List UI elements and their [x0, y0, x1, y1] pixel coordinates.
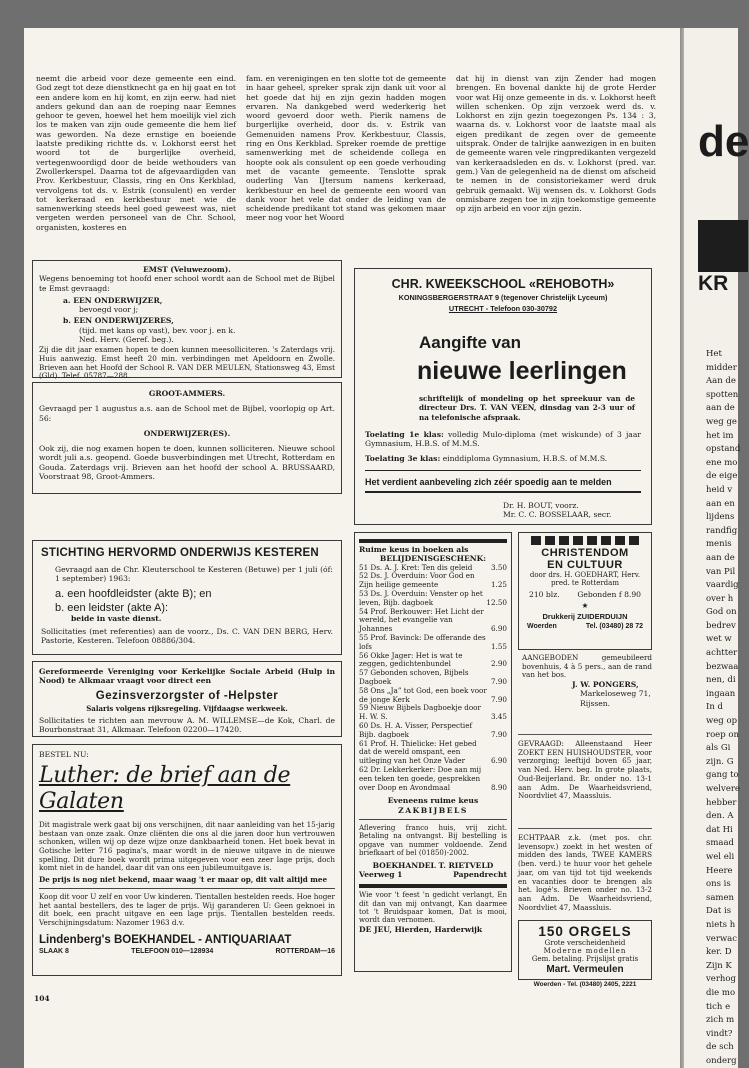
printer-name: Drukkerij ZUIDERDUIJN: [542, 612, 628, 622]
facing-text-line: ene mo: [706, 457, 738, 468]
facing-text-line: bedrev: [706, 620, 736, 631]
book-item-price: 6.90: [490, 624, 507, 634]
divider: [39, 888, 335, 889]
book-item-title: 55 Prof. Bavinck: De offerande des lofs: [359, 632, 486, 651]
ad-luther: [32, 744, 342, 976]
order-terms: Aflevering franco huis, vrij zicht. Betaling na ontvangst. Bij bestelling is opgave van nummer voldoende. Zend briefkaart of bel (01850)-2002.: [359, 823, 507, 858]
poem-address: DE JEU, Hierden, Harderwijk: [359, 924, 483, 934]
ad-intro: Wegens benoeming tot hoofd ener school wordt aan de School met de Bijbel te Emst gevraagd:: [39, 274, 335, 293]
divider: [359, 884, 507, 888]
facing-text-line: Het: [706, 349, 722, 359]
ad-heading: EMST (Veluwezoom).: [143, 265, 231, 274]
facing-dark-block: [698, 220, 748, 272]
ad-book-list: [354, 532, 512, 972]
facing-text-line: achtter: [706, 648, 738, 659]
ad-groot-ammers: [32, 382, 342, 494]
book-item: [359, 740, 507, 766]
list-footer: ZAKBIJBELS: [398, 805, 468, 815]
admission-text: einddiploma Gymnasium, H.B.S. of M.M.S.: [442, 454, 608, 464]
school-city: UTRECHT - Telefoon 030-30792: [448, 304, 558, 313]
ad-title: Gezinsverzorgster of -Helpster: [95, 689, 279, 702]
signatory: Dr. H. BOUT, voorz.: [503, 500, 579, 510]
book-item: [359, 669, 507, 687]
book-item-price: 8.90: [490, 782, 507, 792]
book-item-price: 3.45: [490, 712, 507, 722]
book-item-price: 7.90: [490, 676, 507, 686]
facing-text-line: dat Hi: [706, 824, 733, 835]
facing-text-line: smaad: [706, 838, 734, 849]
facing-text-line: van Pil: [706, 566, 736, 577]
shop-street: Veerweg 1: [359, 869, 403, 879]
facing-text-line: vindt?: [706, 1028, 733, 1039]
ad-body: AANGEBODEN gemeubileerd bovenhuis, 4 à 5 pers., aan de rand van het bos.: [522, 653, 652, 680]
shop-name: Mart. Vermeulen: [546, 964, 624, 975]
facing-text: [706, 348, 740, 1068]
book-item-title: 59 Nieuw Bijbels Dagboekje door H. W. S.: [359, 703, 481, 722]
ad-alkmaar: [32, 661, 342, 737]
book-item: [359, 572, 507, 590]
ad-item: a. EEN ONDERWIJZER,: [63, 295, 163, 305]
shop-prefix: Lindenberg's: [39, 933, 111, 946]
ad-contact: Markeloseweg 71,: [580, 689, 651, 699]
facing-text-line: aan de: [706, 403, 735, 414]
facing-text-line: niets h: [706, 919, 736, 930]
book-author: door drs. H. GOEDHART, Herv. pred. te Rotterdam: [529, 571, 641, 588]
shop-type: BOEKHANDEL - ANTIQUARIAAT: [113, 933, 292, 946]
book-item-price: 2.90: [490, 659, 507, 669]
divider: [359, 819, 507, 820]
school-street: KONINGSBERGERSTRAAT 9 (tegenover Christelijk Lyceum): [398, 293, 608, 302]
facing-page: [684, 28, 749, 1068]
facing-text-line: de eige: [706, 471, 738, 482]
admission-label: Toelating 1e klas:: [365, 429, 444, 439]
ad-contact: J. W. PONGERS,: [572, 680, 639, 690]
ad-echtpaar: [518, 828, 652, 912]
article-column-2: [246, 74, 446, 223]
facing-text-line: tich e: [706, 1001, 731, 1012]
book-details: [523, 590, 647, 599]
decorative-blocks: [523, 536, 647, 545]
signatory: Mr. C. C. BOSSELAAR, secr.: [503, 510, 612, 520]
facing-text-line: zijn. G: [706, 756, 734, 767]
facing-text-line: roep on: [706, 729, 739, 740]
ad-title-main: nieuwe leerlingen: [417, 357, 627, 385]
facing-text-line: het im: [706, 430, 734, 441]
ad-advice: Het verdient aanbeveling zich zéér spoedig aan te melden: [365, 477, 612, 488]
divider: [365, 491, 641, 493]
divider: [365, 470, 641, 472]
ad-item-detail: bevoegd voor j;: [79, 305, 139, 315]
poem-ad: Wie voor 't feest 'n gedicht verlangt, En dit dan van mij ontvangt, Kan daarmee tot 't Bruidspaar komen, Dat is mooi, wordt dan vernomen.: [359, 891, 507, 925]
ad-heading: STICHTING HERVORMD ONDERWIJS KESTEREN: [41, 547, 319, 559]
ad-title: 150 ORGELS: [538, 924, 632, 939]
facing-text-line: die mo: [706, 987, 736, 998]
ad-kweekschool: [354, 268, 652, 525]
facing-text-line: ingaan: [706, 688, 736, 699]
ad-position: a. een hoofdleidster (akte B); en: [55, 587, 212, 600]
shop-name: BOEKHANDEL T. RIETVELD: [372, 860, 494, 870]
ad-body: Sollicitaties (met referenties) aan de voorz., Ds. C. VAN DEN BERG, Herv. Pastorie, Kesteren. Telefoon 08886/304.: [41, 626, 333, 646]
book-item-price: 7.90: [490, 694, 507, 704]
facing-text-line: wel eli: [706, 851, 735, 862]
shop-address: Woerden - Tel. (03480) 2405, 2221: [533, 981, 637, 988]
facing-headline: de: [698, 117, 749, 166]
facing-text-line: aan en: [706, 498, 735, 509]
ad-salary: Salaris volgens rijksregeling. Vijfdaagse werkweek.: [86, 703, 288, 713]
facing-text-line: bezwaa: [706, 661, 739, 672]
article-text: dat hij in dienst van zijn Zender had mogen brengen. En bovenal dankte hij de grote Herder voor wat Hij onze gemeente in ds. v. Lokhorst heeft willen schenken. Op zijn verzoek werd ds. v. Lokhorst en zijn gezin toegezongen Ps. 134 : 3, waarna ds. v. Lokhorst voor de laatste maal als eigen predikant de zegen over de gemeente uitsprak. Onder de talrijke aanwezigen in en buiten de gemeente waren vele ringpredikanten vergezeld van kerkeraadsleden en ds. v. Lokhorst (pred. var. gem.) Van de gelegenheid na de dienst om afscheid te nemen in de consistoriekamer werd druk gebruik gemaakt. Wij wensen ds. v. Lokhorst Gods onmisbare zegen toe in zijn toekomstige gemeente op zijn arbeid en voor zijn gezin.: [456, 74, 656, 214]
book-pages: 210 blz.: [529, 589, 560, 599]
facing-text-line: randfig: [706, 525, 738, 536]
ad-intro: Gevraagd aan de Chr. Kleuterschool te Kesteren (Betuwe) per 1 juli (óf: 1 september) 1963:: [55, 565, 333, 584]
ad-item: b. EEN ONDERWIJZERES,: [63, 316, 174, 326]
facing-text-line: God on: [706, 607, 737, 618]
book-item-title: 60 Ds. H. A. Visser, Perspectief Bijb. dagboek: [359, 720, 473, 739]
ad-line: Grote verscheidenheid: [544, 939, 626, 947]
book-item: [359, 704, 507, 722]
shop-name: [39, 934, 335, 946]
book-item-title: 51 Ds. A. J. Kret: Ten dis geleid: [359, 562, 473, 572]
ad-kesteren: [32, 540, 342, 655]
facing-text-line: den. A: [706, 811, 734, 822]
facing-text-line: over h: [706, 593, 734, 604]
facing-text-line: hebber: [706, 797, 737, 808]
facing-text-line: opstand: [706, 444, 741, 455]
shop-contact: [39, 948, 335, 955]
ad-intro: Gereformeerde Vereniging voor Kerkelijke Sociale Arbeid (Hulp in Nood) te Alkmaar vraagt voor direct een: [39, 667, 335, 686]
ad-instruction: schriftelijk of mondeling op het spreekuur van de directeur Drs. T. VAN VEEN, dinsdag van 2-3 uur of na telefonische afspraak.: [419, 394, 635, 422]
ad-gevraagd: [518, 734, 652, 801]
book-item-title: 54 Prof. Berkouwer: Het Licht der wereld, het evangelie van Johannes: [359, 606, 484, 634]
book-price: Gebonden f 8.90: [577, 589, 641, 599]
ad-body: Ook zij, die nog examen hopen te doen, kunnen solliciteren. Nieuwe school wordt juli a.s. geopend. Goede busverbindingen met Utrecht, Rotterdam en Gouda. Zaterdags vrij. Brieven aan het hoofd der school A. BRUSSAARD, Voorstraat 98, Groot-Ammers.: [39, 444, 335, 482]
facing-text-line: zich m: [706, 1015, 735, 1026]
printer-place: Woerden: [527, 623, 557, 631]
facing-text-line: lijdens: [706, 512, 735, 523]
page-number: 104: [34, 994, 50, 1003]
ad-title: Aangifte van: [419, 333, 522, 352]
facing-text-line: als Gi: [706, 743, 731, 754]
admission-row: [365, 454, 641, 463]
book-items: [359, 564, 507, 793]
book-item-title: 57 Gebonden schoven, Bijbels Dagboek: [359, 668, 469, 686]
ad-item-detail: Ned. Herv. (Geref. beg.).: [79, 335, 174, 345]
shop-address: SLAAK 8: [39, 947, 69, 955]
ad-body: Dit magistrale werk gaat bij ons verschijnen, dit naar aanleiding van het 15-jarig bestaan van onze zaak. Onze cliënten die ons al die jaren door hun vertrouwen schonken, willen wij op deze wijze onze dankbaarheid tonen. Het boek bevat in Gotische letter 716 pagina's, maar wordt in de nieuwe uitgave in de nieuwe spelling. Dit dure boek wordt prima uitgegeven voor een zeer lage prijs, doch komt niet in de handel, daar dit van ons een jubileumuitgave is.: [39, 820, 335, 873]
book-item-price: 12.50: [486, 597, 507, 607]
shop-address: [359, 870, 507, 879]
facing-text-line: ons is: [706, 879, 731, 890]
book-item-price: 1.55: [490, 641, 507, 651]
book-item-title: 53 Ds. J. Overduin: Venster op het leven, Bijb. dagboek: [359, 588, 483, 607]
facing-text-line: menis: [706, 539, 732, 550]
ad-christendom: [518, 532, 652, 650]
book-item: [359, 766, 507, 792]
ad-body: GEVRAAGD: Alleenstaand Heer ZOEKT EEN HUISHOUDSTER, voor verzorging; leeftijd boven 65 jaar, van Ned. Herv. beg. In grote plaats, Oud-Beijerland. Br. onder no. 13-1 aan Adm. De Waarheidsvriend, Noordvliet 47, Maassluis.: [518, 739, 652, 801]
ad-heading: GROOT-AMMERS.: [148, 389, 226, 398]
book-item-price: 1.25: [490, 580, 507, 590]
facing-text-line: wet w: [706, 634, 732, 645]
facing-text-line: nen, di: [706, 675, 736, 686]
ad-orgels: [518, 920, 652, 980]
list-header: Ruime keus in boeken als: [359, 545, 469, 554]
facing-text-line: In d: [706, 702, 723, 713]
ad-body: ECHTPAAR z.k. (met pos. chr. levensopv.) zoekt in het westen of midden des lands, TWEE KAMERS (ben. verd.) te huur voor het gehele jaar, om van tijd tot tijd weekends en vacanties door te brengen als het. logé's. Brieven onder no. 13-2 aan Adm. De Waarheidsvriend, Noordvliet 47, Maassluis.: [518, 833, 652, 912]
facing-text-line: Aan de: [706, 376, 736, 387]
ad-highlight: De prijs is nog niet bekend, maar waag 't er maar op, dit valt altijd mee: [39, 874, 328, 884]
facing-text-line: gang to: [706, 770, 739, 781]
shop-city: ROTTERDAM—16: [275, 947, 335, 955]
article-text: neemt die arbeid voor deze gemeente een eind. God zegt tot deze dienstknecht ga en hij gaat en tot een andere kom en hij komt, en zijn eerw. had niet anders gekund dan aan de roeping naar Eemnes gehoor te geven, hoewel het hem moeilijk viel zich los te maken van zijn oude gemeente die hem lief was geworden. Na deze ernstige en boeiende laatste prediking richtte ds. v. Lokhorst eerst het woord tot de burgerlijke overheid, vertegenwoordigd door de beide wethouders van Zwollerkerspel. Daarna tot de afgevaardigden van Prov. Kerkbestuur, Classis, ring en Ons Kerkblad, vervolgens tot ds. v. Estrik (consulent) en verder tot kerkeraad en kerkbestuur met wie de samenwerking steeds heel goed geweest was, niet vergeten werden personeel van de Chr. School, organisten, kosteres en: [36, 74, 236, 232]
facing-text-line: samen: [706, 892, 734, 903]
book-item-title: 61 Prof. H. Thielicke: Het gebed dat de wereld omspant, een uitleging van het Onze Vader: [359, 738, 477, 766]
ad-subheading: ONDERWIJZER(ES).: [143, 428, 231, 438]
admission-text: volledig Mulo-diploma (met wiskunde) of 3 jaar Gymnasium, H.B.S. of M.M.S.: [365, 429, 641, 449]
facing-subheadline: KR: [698, 272, 729, 295]
ad-intro: Gevraagd per 1 augustus a.s. aan de School met de Bijbel, voorlopig op Art. 56:: [39, 404, 335, 423]
book-item-title: 56 Okke Jager: Het is wat te zeggen, gedichtenbundel: [359, 650, 463, 669]
facing-text-line: welvere: [706, 784, 740, 794]
facing-text-line: Zijn K: [706, 960, 732, 971]
facing-text-line: spotten: [706, 389, 739, 400]
facing-text-line: midder: [706, 362, 737, 373]
facing-text-line: Heere: [706, 865, 733, 876]
book-item-title: 52 Ds. J. Overduin: Voor God en Zijn heilige gemeente: [359, 571, 475, 590]
facing-text-line: vaardig: [706, 580, 739, 591]
book-item: [359, 608, 507, 634]
facing-text-line: ker. D: [706, 947, 732, 958]
book-item-title: 58 Ons „Ja” tot God, een boek voor de jonge Kerk: [359, 685, 487, 704]
book-item-price: 6.90: [490, 756, 507, 766]
school-name: CHR. KWEEKSCHOOL «REHOBOTH»: [391, 277, 615, 291]
article-text: fam. en verenigingen en ten slotte tot de gemeente in haar geheel, spreker sprak zijn dank uit voor al het goede dat hij en zijn gezin hadden mogen ervaren. Na dankgebed werd wederkerig het woord gevoerd door weth. Pierik namens de burgerlijke overheid, door ds. v. Estrik van Gemenuiden namens Prov. Kerkbestuur, Classis, ring en Ons Kerkblad. Spreker roemde de prettige samenwerking met de scheidende collega en hoopte ook als consulent op een goede verhouding met de vacante gemeente. Tenslotte sprak ouderling Van IJtersum namens kerkeraad, kerkbestuur en heel de gemeente een woord van dank voor het vele dat onder de leiding van de scheidende predikant tot stand was gekomen maar meer nog voor het Woord: [246, 74, 446, 223]
printer-contact: [523, 623, 647, 630]
book-item: [359, 687, 507, 705]
book-item-price: 7.90: [490, 729, 507, 739]
book-item: [359, 722, 507, 740]
book-item: [359, 634, 507, 652]
list-header: BELIJDENISGESCHENK:: [379, 554, 487, 564]
ad-line: Gem. betaling. Prijslijst gratis: [531, 955, 639, 963]
facing-text-line: de sch: [706, 1042, 734, 1053]
ad-note: beide in vaste dienst.: [71, 613, 162, 623]
ad-item-detail: (tijd. met kans op vast), bev. voor j. en k.: [79, 325, 236, 335]
ad-contact: Rijssen.: [580, 698, 611, 708]
facing-text-line: onderg: [706, 1055, 737, 1066]
divider: [359, 539, 507, 543]
ad-body: Zij die dit jaar examen hopen te doen kunnen meesolliciteren. 's Zaterdags vrij. Huis aanwezig. Emst heeft 20 min. verbindingen met Apeldoorn en Zwolle. Brieven aan het Hoofd der School R. VAN DER MEULEN, Stationsweg 43, Emst (Gld). Telef. 05787—288.: [39, 345, 335, 381]
facing-text-line: weg ge: [706, 416, 737, 427]
book-item-title: 62 Dr. Lekkerkerker: Doe aan mij een teken ten goede, gesprekken over Doop en Avondmaal: [359, 764, 482, 792]
book-item-price: 3.50: [490, 562, 507, 572]
book-title: EN CULTUUR: [547, 559, 623, 571]
facing-text-line: verhog: [706, 974, 736, 985]
ad-label: BESTEL NU:: [39, 750, 89, 759]
star-icon: ★: [581, 601, 589, 611]
ad-position: b. een leidster (akte A):: [55, 601, 169, 614]
shop-phone: TELEFOON 010—128934: [131, 947, 214, 955]
book-item: [359, 652, 507, 670]
ad-emst: [32, 260, 342, 381]
facing-text-line: weg op: [706, 716, 738, 727]
book-item: [359, 590, 507, 608]
facing-text-line: Dat is: [706, 906, 732, 917]
printer-phone: Tel. (03480) 28 72: [585, 623, 643, 631]
facing-text-line: heid v: [706, 484, 733, 495]
shop-place: Papendrecht: [453, 869, 507, 879]
list-footer: Eveneens ruime keus: [387, 796, 479, 806]
ad-body: Sollicitaties te richten aan mevrouw A. M. WILLEMSE—de Kok, Charl. de Bourbonstraat 31, Alkmaar. Telefoon 02200—17420.: [39, 715, 335, 735]
ad-aangeboden: [522, 654, 652, 708]
facing-text-line: verwac: [706, 933, 737, 944]
facing-text-line: aan de: [706, 552, 735, 563]
magazine-page: [24, 28, 684, 1068]
admission-row: [365, 430, 641, 449]
article-column-1: [36, 74, 236, 232]
ad-body: Koop dit voor U zelf en voor Uw kinderen. Tientallen bestelden reeds. Hoe hoger het aantal bestellers, des te lager de prijs. Wij garanderen U: Geen geknoei in dit boek, een pracht uitgave en een lage prijs. Tientallen bestelden reeds. Verschijningsdatum: Nazomer 1963 d.v.: [39, 892, 335, 927]
admission-label: Toelating 3e klas:: [365, 454, 441, 464]
book-title: Luther: de brief aan de Galaten: [39, 763, 291, 815]
ad-line: Moderne modellen: [543, 947, 627, 955]
article-column-3: [456, 74, 656, 213]
book-title: CHRISTENDOM: [541, 547, 629, 559]
